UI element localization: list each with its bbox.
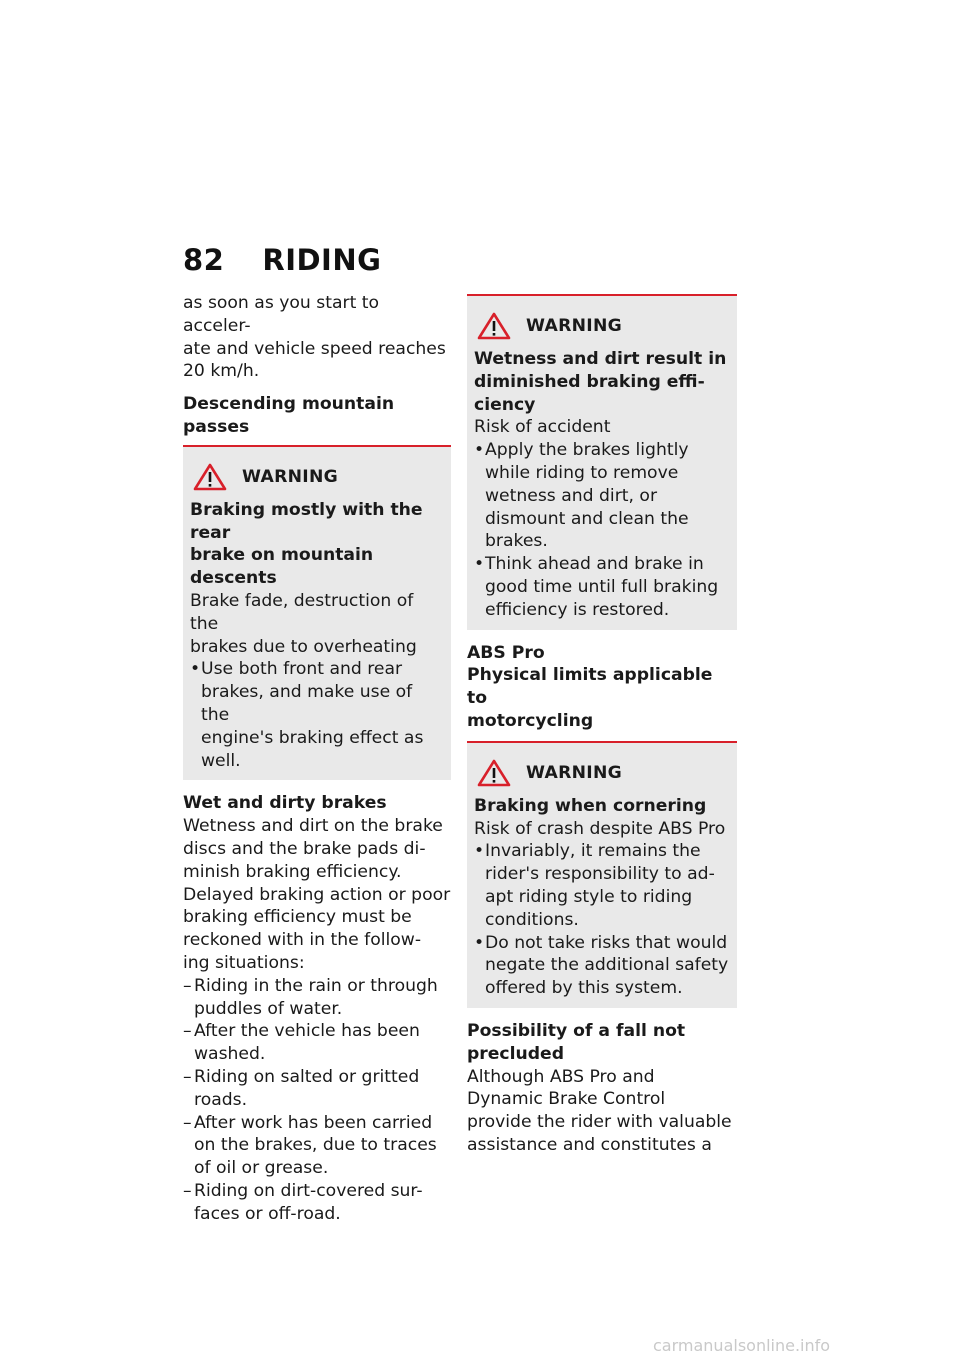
text-line: engine's braking effect as: [201, 727, 424, 748]
text-line: conditions.: [485, 909, 579, 930]
text-line: Dynamic Brake Control: [467, 1089, 666, 1110]
heading-physical-limits: Physical limits applicable to: [467, 665, 713, 709]
heading-descending-mountain-passes: Descending mountain passes: [183, 394, 395, 437]
warning-header: [474, 759, 729, 787]
text-line: well.: [201, 750, 241, 771]
warning-label: WARNING: [526, 316, 623, 336]
text-line: – After the vehicle has been: [194, 1021, 420, 1042]
warning-label: WARNING: [242, 466, 339, 487]
bullet-item: [474, 439, 729, 553]
text-line: – Riding in the rain or through: [194, 975, 438, 996]
text-line: washed.: [194, 1044, 266, 1065]
warning-risk: Risk of crash despite ABS Pro: [474, 818, 726, 839]
warning-box: [467, 294, 737, 630]
text-line: dismount and clean the: [485, 508, 689, 529]
warning-header: [474, 312, 729, 340]
text-line: • Invariably, it remains the: [485, 841, 701, 862]
text-line: – Riding on dirt-covered sur-: [194, 1180, 423, 1201]
body-paragraph: [467, 1066, 737, 1157]
text-line: assistance and constitutes a: [467, 1134, 712, 1155]
text-line: provide the rider with valuable: [467, 1112, 732, 1133]
dash-item: [183, 1112, 451, 1180]
text-line: puddles of water.: [194, 998, 343, 1019]
text-line: good time until full braking: [485, 576, 719, 597]
text-line: ate and vehicle speed reaches: [183, 338, 446, 359]
text-line: wetness and dirt, or: [485, 485, 658, 506]
warning-risk: brakes due to overheating: [190, 636, 417, 657]
warning-box: [183, 445, 451, 781]
dash-item: [183, 1180, 451, 1226]
text-line: brakes.: [485, 531, 548, 552]
text-line: – Riding on salted or gritted: [194, 1066, 420, 1087]
warning-risk: Risk of accident: [474, 417, 611, 438]
dash-item: [183, 1066, 451, 1112]
warning-title: diminished braking effi-: [474, 371, 705, 392]
text-line: Delayed braking action or poor: [183, 884, 451, 905]
page-header: [183, 243, 381, 277]
text-line: • Apply the brakes lightly: [485, 440, 689, 461]
dash-list: [183, 975, 451, 1226]
warning-title: ciency: [474, 394, 536, 415]
text-line: ing situations:: [183, 952, 305, 973]
text-line: minish braking efficiency.: [183, 861, 402, 882]
watermark-link[interactable]: carmanualsonline.info: [653, 1336, 831, 1355]
bullet-item: [474, 840, 729, 931]
warning-triangle-icon: [477, 312, 511, 340]
body-paragraph: [183, 815, 451, 975]
text-line: offered by this system.: [485, 978, 683, 999]
intro-paragraph: [183, 292, 451, 383]
text-line: • Think ahead and brake in: [485, 554, 704, 575]
heading-possibility-of-fall: Possibility of a fall not: [467, 1020, 686, 1041]
text-line: on the brakes, due to traces: [194, 1135, 437, 1156]
text-line: • Use both front and rear: [201, 659, 403, 680]
text-line: faces or off-road.: [194, 1203, 341, 1224]
text-line: efficiency is restored.: [485, 599, 670, 620]
bullet-item: [474, 553, 729, 621]
warning-title: Braking mostly with the rear: [190, 499, 423, 543]
text-line: brakes, and make use of the: [201, 682, 413, 725]
text-line: – After work has been carried: [194, 1112, 433, 1133]
heading-physical-limits: motorcycling: [467, 710, 594, 731]
text-line: apt riding style to riding: [485, 886, 693, 907]
text-line: of oil or grease.: [194, 1158, 329, 1179]
warning-triangle-icon: [477, 759, 511, 787]
right-column: [467, 294, 737, 1157]
warning-label: WARNING: [526, 762, 623, 783]
warning-header: [190, 463, 443, 491]
text-line: rider's responsibility to ad-: [485, 864, 715, 885]
warning-title: brake on mountain descents: [190, 545, 374, 589]
page-number: 82: [183, 243, 225, 277]
text-line: • Do not take risks that would: [485, 932, 728, 953]
text-line: braking efficiency must be: [183, 907, 412, 928]
section-title: RIDING: [262, 243, 382, 277]
bullet-item: [190, 658, 443, 772]
text-line: as soon as you start to acceler-: [183, 293, 380, 336]
dash-item: [183, 975, 451, 1021]
left-column: [183, 292, 451, 1225]
text-line: discs and the brake pads di-: [183, 838, 426, 859]
text-line: Wetness and dirt on the brake: [183, 816, 443, 837]
warning-triangle-icon: [193, 463, 227, 491]
text-line: while riding to remove: [485, 462, 679, 483]
text-line: Although ABS Pro and: [467, 1066, 655, 1087]
warning-title: Wetness and dirt result in: [474, 349, 727, 369]
heading-possibility-of-fall: precluded: [467, 1043, 565, 1064]
text-line: negate the additional safety: [485, 955, 729, 976]
bullet-item: [474, 932, 729, 1000]
text-line: roads.: [194, 1089, 248, 1110]
warning-box: [467, 741, 737, 1008]
heading-wet-and-dirty-brakes: Wet and dirty brakes: [183, 793, 387, 814]
warning-title: Braking when cornering: [474, 795, 707, 816]
text-line: reckoned with in the follow-: [183, 930, 422, 951]
warning-risk: Brake fade, destruction of the: [190, 590, 414, 634]
heading-abs-pro: ABS Pro: [467, 642, 545, 663]
dash-item: [183, 1020, 451, 1066]
text-line: 20 km/h.: [183, 361, 260, 382]
